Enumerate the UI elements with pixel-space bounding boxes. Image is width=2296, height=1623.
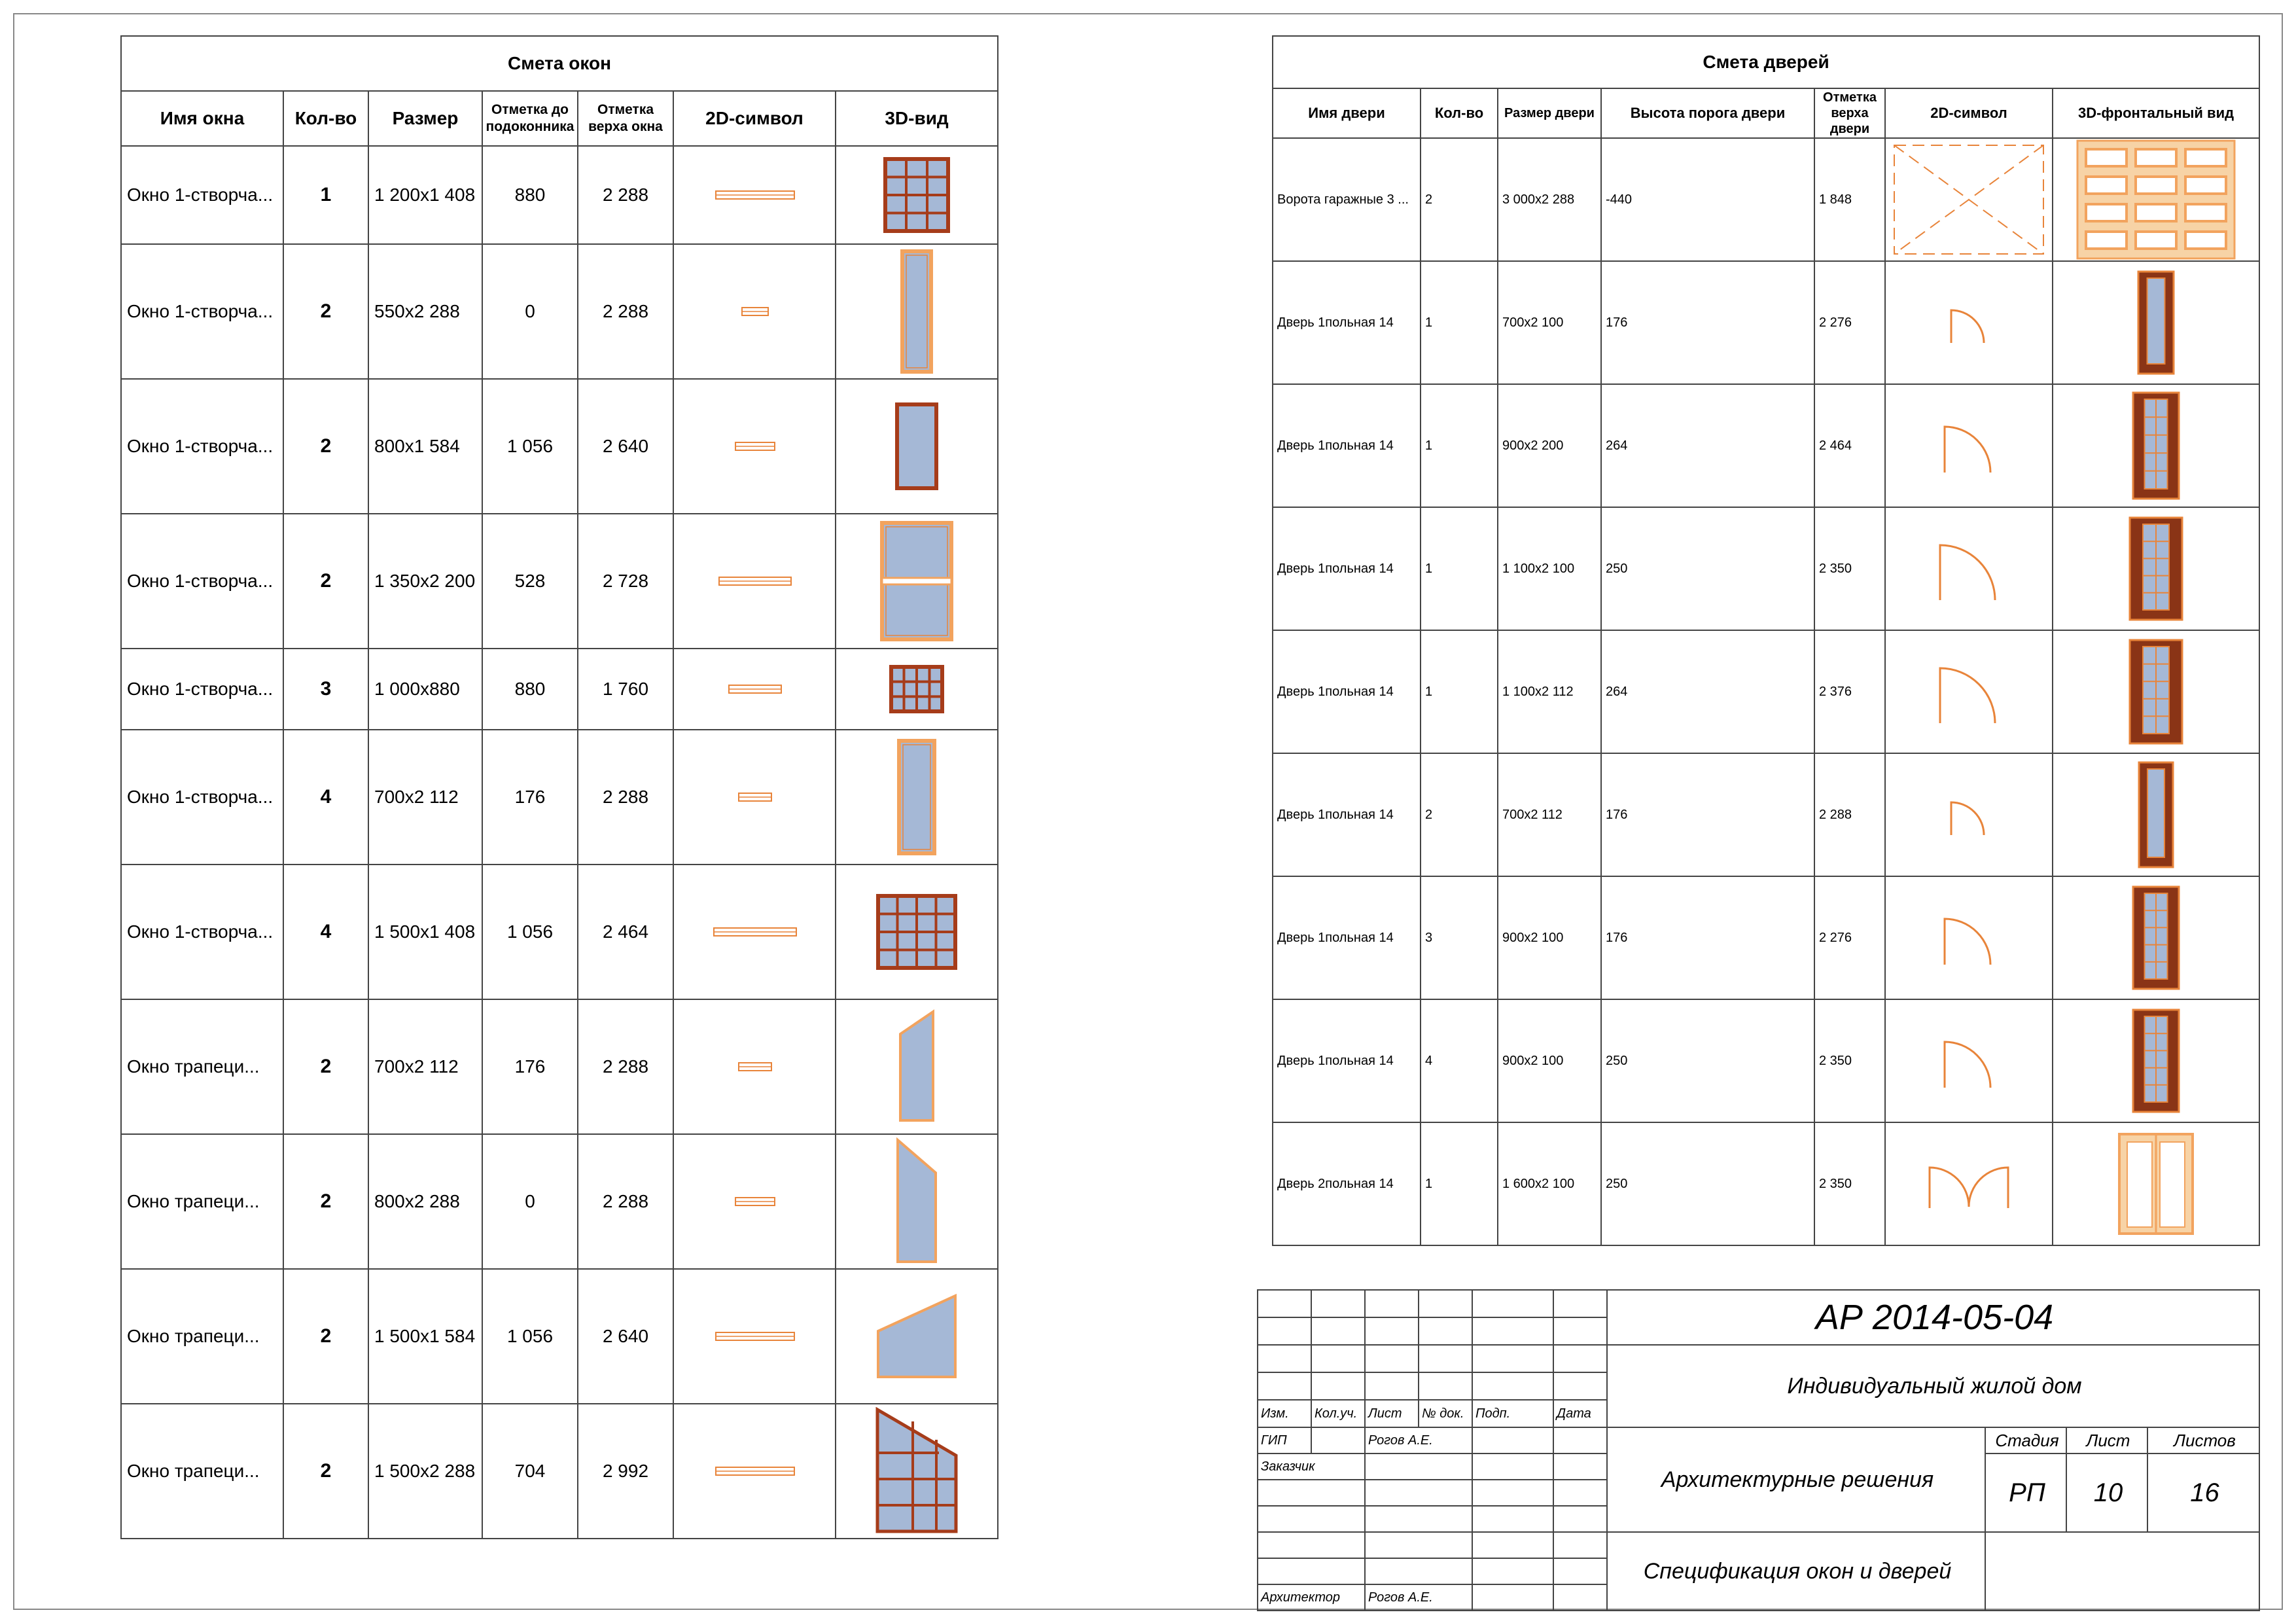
window-name: Окно трапеци... [121, 999, 283, 1134]
window-sill: 528 [482, 514, 578, 649]
table-row [1273, 753, 2259, 876]
stamp-col-list: Лист [1365, 1400, 1419, 1427]
title-block [1257, 1289, 2260, 1611]
door-top: 2 350 [1814, 999, 1885, 1122]
door-qty: 1 [1421, 1122, 1498, 1245]
double-door-icon [2053, 1122, 2259, 1245]
window-size: 550x2 288 [368, 244, 482, 379]
window-size: 1 500x2 288 [368, 1404, 482, 1539]
table-row [121, 1269, 998, 1404]
table-row [121, 244, 998, 379]
window-top: 2 728 [578, 514, 673, 649]
window-top: 2 288 [578, 146, 673, 244]
window-2d-symbol-icon [673, 649, 836, 730]
door-threshold: 250 [1601, 507, 1814, 630]
table-row [121, 379, 998, 514]
window-size: 1 000x880 [368, 649, 482, 730]
col-top: Отметка верха окна [578, 91, 673, 146]
window-sill: 1 056 [482, 379, 578, 514]
door-2d-symbol-icon [1885, 507, 2053, 630]
window-top: 1 760 [578, 649, 673, 730]
window-top: 2 640 [578, 1269, 673, 1404]
door-top: 2 350 [1814, 1122, 1885, 1245]
window-top: 2 288 [578, 999, 673, 1134]
col-door-top: Отметка верха двери [1814, 88, 1885, 138]
window-top: 2 464 [578, 865, 673, 999]
window-name: Окно 1-створча... [121, 649, 283, 730]
door-threshold: -440 [1601, 138, 1814, 261]
door-threshold: 176 [1601, 753, 1814, 876]
gip-name: Рогов А.Е. [1365, 1427, 1472, 1454]
window-2d-symbol-icon [673, 730, 836, 865]
door-icon [2053, 999, 2259, 1122]
window-sill: 1 056 [482, 865, 578, 999]
door-size: 1 100x2 100 [1498, 507, 1601, 630]
window-name: Окно 1-створча... [121, 865, 283, 999]
customer-label: Заказчик [1258, 1454, 1365, 1480]
table-row [1273, 630, 2259, 753]
door-size: 900x2 100 [1498, 876, 1601, 999]
table-row [1273, 507, 2259, 630]
windows-schedule-table [120, 35, 998, 1539]
table-row [1273, 999, 2259, 1122]
window-size: 800x1 584 [368, 379, 482, 514]
door-icon [2053, 261, 2259, 384]
stage-value: РП [1985, 1454, 2066, 1532]
tall-narrow-window-icon [836, 244, 998, 379]
doors-schedule-table [1272, 35, 2260, 1246]
door-threshold: 264 [1601, 630, 1814, 753]
door-2d-symbol-icon [1885, 261, 2053, 384]
window-2d-symbol-icon [673, 146, 836, 244]
windows-schedule-title: Смета окон [121, 36, 998, 91]
window-name: Окно 1-створча... [121, 379, 283, 514]
window-qty: 2 [283, 1404, 368, 1539]
window-name: Окно 1-створча... [121, 730, 283, 865]
door-qty: 1 [1421, 261, 1498, 384]
window-top: 2 640 [578, 379, 673, 514]
door-threshold: 176 [1601, 876, 1814, 999]
window-name: Окно трапеци... [121, 1134, 283, 1269]
door-size: 1 100x2 112 [1498, 630, 1601, 753]
stamp-col-sign: Подп. [1472, 1400, 1553, 1427]
door-qty: 4 [1421, 999, 1498, 1122]
window-name: Окно трапеци... [121, 1269, 283, 1404]
stage-label: Стадия [1985, 1427, 2066, 1454]
window-size: 700x2 112 [368, 730, 482, 865]
window-sill: 176 [482, 999, 578, 1134]
door-threshold: 264 [1601, 384, 1814, 507]
sheet-label: Лист [2066, 1427, 2147, 1454]
window-qty: 2 [283, 1269, 368, 1404]
door-name: Дверь 1польная 14 [1273, 384, 1421, 507]
window-sill: 880 [482, 146, 578, 244]
garage-door-icon [2053, 138, 2259, 261]
door-top: 2 464 [1814, 384, 1885, 507]
architect-name: Рогов А.Е. [1365, 1584, 1472, 1611]
table-row [1273, 384, 2259, 507]
window-qty: 2 [283, 379, 368, 514]
sheets-label: Листов [2147, 1427, 2259, 1454]
door-size: 900x2 200 [1498, 384, 1601, 507]
stamp-col-izm: Изм. [1258, 1400, 1311, 1427]
col-door-size: Размер двери [1498, 88, 1601, 138]
sheets-value: 16 [2147, 1454, 2259, 1532]
gip-label: ГИП [1258, 1427, 1311, 1454]
door-qty: 1 [1421, 507, 1498, 630]
door-threshold: 250 [1601, 1122, 1814, 1245]
table-row [1273, 1122, 2259, 1245]
drawing-code: АР 2014-05-04 [1607, 1290, 2259, 1345]
door-name: Дверь 2польная 14 [1273, 1122, 1421, 1245]
window-qty: 2 [283, 244, 368, 379]
window-sill: 0 [482, 244, 578, 379]
table-row [121, 146, 998, 244]
window-2d-symbol-icon [673, 1134, 836, 1269]
window-sill: 0 [482, 1134, 578, 1269]
window-2d-symbol-icon [673, 244, 836, 379]
doors-schedule-title: Смета дверей [1273, 36, 2259, 88]
window-2d-symbol-icon [673, 514, 836, 649]
col-door-3d: 3D-фронтальный вид [2053, 88, 2259, 138]
table-row [1273, 876, 2259, 999]
window-size: 800x2 288 [368, 1134, 482, 1269]
door-name: Дверь 1польная 14 [1273, 999, 1421, 1122]
window-qty: 4 [283, 865, 368, 999]
door-threshold: 250 [1601, 999, 1814, 1122]
table-row [1273, 138, 2259, 261]
door-name: Дверь 1польная 14 [1273, 876, 1421, 999]
door-top: 2 376 [1814, 630, 1885, 753]
door-name: Дверь 1польная 14 [1273, 630, 1421, 753]
door-qty: 3 [1421, 876, 1498, 999]
window-2d-symbol-icon [673, 1269, 836, 1404]
door-icon [2053, 384, 2259, 507]
col-door-2d: 2D-символ [1885, 88, 2053, 138]
window-qty: 3 [283, 649, 368, 730]
door-threshold: 176 [1601, 261, 1814, 384]
door-size: 900x2 100 [1498, 999, 1601, 1122]
window-sill: 880 [482, 649, 578, 730]
table-row [121, 1404, 998, 1539]
double-hung-window-icon [836, 514, 998, 649]
door-top: 2 288 [1814, 753, 1885, 876]
window-size: 1 500x1 584 [368, 1269, 482, 1404]
table-row [121, 514, 998, 649]
sheet-title: Спецификация окон и дверей [1607, 1532, 1985, 1611]
window-name: Окно 1-створча... [121, 146, 283, 244]
door-name: Ворота гаражные 3 ... [1273, 138, 1421, 261]
door-2d-symbol-icon [1885, 753, 2053, 876]
door-2d-symbol-icon [1885, 138, 2053, 261]
trapezoid-window-icon [836, 999, 998, 1134]
window-size: 1 350x2 200 [368, 514, 482, 649]
door-qty: 2 [1421, 138, 1498, 261]
door-2d-symbol-icon [1885, 384, 2053, 507]
stamp-col-date: Дата [1553, 1400, 1607, 1427]
window-top: 2 288 [578, 244, 673, 379]
window-2d-symbol-icon [673, 999, 836, 1134]
sheet-value: 10 [2066, 1454, 2147, 1532]
door-top: 2 276 [1814, 261, 1885, 384]
col-door-qty: Кол-во [1421, 88, 1498, 138]
window-top: 2 288 [578, 730, 673, 865]
door-name: Дверь 1польная 14 [1273, 753, 1421, 876]
window-2d-symbol-icon [673, 865, 836, 999]
col-door-name: Имя двери [1273, 88, 1421, 138]
wide-grid-window-icon [836, 865, 998, 999]
door-qty: 1 [1421, 630, 1498, 753]
window-top: 2 288 [578, 1134, 673, 1269]
col-door-threshold: Высота порога двери [1601, 88, 1814, 138]
col-size: Размер [368, 91, 482, 146]
window-sill: 704 [482, 1404, 578, 1539]
col-sill: Отметка до подоконника [482, 91, 578, 146]
tall-window-icon [836, 730, 998, 865]
door-icon [2053, 753, 2259, 876]
door-size: 1 600x2 100 [1498, 1122, 1601, 1245]
section-name: Архитектурные решения [1607, 1427, 1985, 1532]
grid-window-icon [836, 146, 998, 244]
window-top: 2 992 [578, 1404, 673, 1539]
single-pane-window-icon [836, 379, 998, 514]
window-size: 700x2 112 [368, 999, 482, 1134]
door-top: 2 276 [1814, 876, 1885, 999]
window-size: 1 200x1 408 [368, 146, 482, 244]
window-qty: 2 [283, 1134, 368, 1269]
col-2d-symbol: 2D-символ [673, 91, 836, 146]
window-qty: 2 [283, 999, 368, 1134]
table-row [1273, 261, 2259, 384]
architect-label: Архитектор [1258, 1584, 1365, 1611]
window-name: Окно трапеци... [121, 1404, 283, 1539]
door-top: 2 350 [1814, 507, 1885, 630]
window-qty: 2 [283, 514, 368, 649]
trapezoid-tall-window-icon [836, 1134, 998, 1269]
table-row [121, 865, 998, 999]
window-size: 1 500x1 408 [368, 865, 482, 999]
door-size: 700x2 100 [1498, 261, 1601, 384]
door-qty: 1 [1421, 384, 1498, 507]
window-2d-symbol-icon [673, 1404, 836, 1539]
window-sill: 1 056 [482, 1269, 578, 1404]
window-qty: 1 [283, 146, 368, 244]
col-window-name: Имя окна [121, 91, 283, 146]
trapezoid-wide-window-icon [836, 1269, 998, 1404]
col-3d-view: 3D-вид [836, 91, 998, 146]
door-2d-symbol-icon [1885, 876, 2053, 999]
table-row [121, 649, 998, 730]
window-2d-symbol-icon [673, 379, 836, 514]
door-2d-symbol-icon [1885, 999, 2053, 1122]
table-row [121, 730, 998, 865]
door-2d-symbol-icon [1885, 630, 2053, 753]
door-icon [2053, 507, 2259, 630]
door-2d-symbol-icon [1885, 1122, 2053, 1245]
door-name: Дверь 1польная 14 [1273, 261, 1421, 384]
trapezoid-grid-window-icon [836, 1404, 998, 1539]
col-qty: Кол-во [283, 91, 368, 146]
window-sill: 176 [482, 730, 578, 865]
door-icon [2053, 876, 2259, 999]
table-row [121, 1134, 998, 1269]
door-size: 700x2 112 [1498, 753, 1601, 876]
door-qty: 2 [1421, 753, 1498, 876]
project-name: Индивидуальный жилой дом [1607, 1345, 2259, 1427]
door-top: 1 848 [1814, 138, 1885, 261]
stamp-col-doc: № док. [1419, 1400, 1472, 1427]
window-name: Окно 1-створча... [121, 514, 283, 649]
window-name: Окно 1-створча... [121, 244, 283, 379]
small-grid-window-icon [836, 649, 998, 730]
table-row [121, 999, 998, 1134]
stamp-col-koluch: Кол.уч. [1311, 1400, 1365, 1427]
door-name: Дверь 1польная 14 [1273, 507, 1421, 630]
window-qty: 4 [283, 730, 368, 865]
door-icon [2053, 630, 2259, 753]
door-size: 3 000x2 288 [1498, 138, 1601, 261]
